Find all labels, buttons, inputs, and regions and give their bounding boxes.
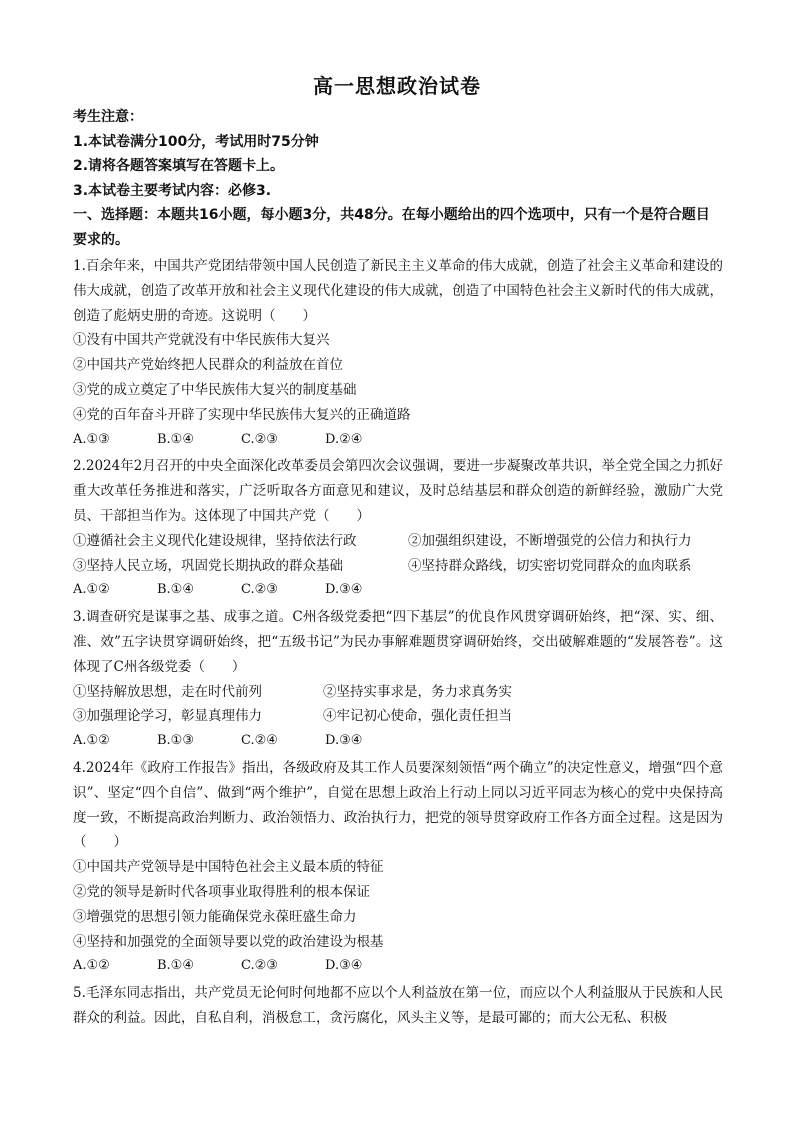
statement-option: ④坚持群众路线，切实密切党同群众的血肉联系 (408, 557, 692, 574)
question-3 (73, 605, 723, 754)
statement-option: ④党的百年奋斗开辟了实现中华民族伟大复兴的正确道路 (73, 406, 411, 423)
statement-option: ①中国共产党领导是中国特色社会主义最本质的特征 (73, 859, 384, 876)
question-1 (73, 254, 723, 452)
question-stem: 2.2024年2月召开的中央全面深化改革委员会第四次会议强调，要进一步凝聚改革共识，举全党全国之力抓好重大改革任务推进和落实，广泛听取各方面意见和建议，及时总结基层和群众创造的新鲜经验，激励广大党员、干部担当作为。这体现了中国共产党（ ） (73, 458, 723, 524)
answer-choices (73, 578, 723, 603)
option-row (73, 529, 723, 554)
notice-item: 3.本试卷主要考试内容：必修3. (73, 182, 272, 199)
statement-option: ③党的成立奠定了中华民族伟大复兴的制度基础 (73, 381, 357, 398)
answer-choice-d: D.③④ (325, 958, 363, 974)
section-heading: 一、选择题：本题共16小题，每小题3分，共48分。在每小题给出的四个选项中，只有一个是符合题目要求的。 (73, 207, 710, 248)
question-stem: 5.毛泽东同志指出，共产党员无论何时何地都不应以个人利益放在第一位，而应以个人利益服从于民族和人民群众的利益。因此，自私自利，消极怠工，贪污腐化，风头主义等，是最可鄙的；而大公无私、积极 (73, 985, 723, 1026)
notice-item: 1.本试卷满分100分，考试用时75分钟 (73, 133, 319, 150)
answer-choices (73, 729, 723, 754)
answer-choice-b: B.①④ (157, 582, 194, 598)
answer-choice-d: D.③④ (325, 733, 363, 749)
question-stem: 3.调查研究是谋事之基、成事之道。C州各级党委把“四下基层”的优良作风贯穿调研始终，把“深、实、细、准、效”五字诀贯穿调研始终，把“五级书记”为民办事解难题贯穿调研始终，交出破解难题的“发展答卷”。这体现了C州各级党委（ ） (73, 609, 723, 675)
question-2 (73, 454, 723, 603)
answer-choice-c: C.②③ (241, 958, 278, 974)
statement-option: ③坚持人民立场，巩固党长期执政的群众基础 (73, 557, 343, 574)
answer-choice-c: C.②③ (241, 431, 278, 447)
question-4 (73, 756, 723, 979)
answer-choice-a: A.①③ (73, 431, 110, 447)
statement-option: ④坚持和加强党的全面领导要以党的政治建设为根基 (73, 933, 384, 950)
question-5 (73, 981, 723, 1031)
answer-choice-d: D.②④ (325, 431, 363, 447)
answer-choice-b: B.①④ (157, 431, 194, 447)
statement-option: ①没有中国共产党就没有中华民族伟大复兴 (73, 332, 330, 349)
statement-option: ①坚持解放思想，走在时代前列 (73, 683, 262, 700)
statement-option: ③增强党的思想引领力能确保党永葆旺盛生命力 (73, 908, 357, 925)
page-title: 高一思想政治试卷 (313, 74, 481, 98)
exam-content (73, 105, 723, 1031)
answer-choice-c: C.②④ (241, 733, 278, 749)
notice-item: 2.请将各题答案填写在答题卡上。 (73, 158, 285, 174)
statement-option: ②中国共产党始终把人民群众的利益放在首位 (73, 357, 343, 374)
answer-choice-b: B.①③ (157, 733, 194, 749)
statement-option: ②党的领导是新时代各项事业取得胜利的根本保证 (73, 883, 370, 900)
statement-option: ②加强组织建设，不断增强党的公信力和执行力 (408, 532, 692, 549)
answer-choices (73, 954, 723, 979)
answer-choice-b: B.①④ (157, 958, 194, 974)
answer-choice-d: D.③④ (325, 582, 363, 598)
answer-choice-a: A.①② (73, 733, 110, 749)
statement-option: ④牢记初心使命，强化责任担当 (323, 708, 512, 725)
notice-heading: 考生注意： (73, 109, 143, 125)
statement-option: ①遵循社会主义现代化建设规律，坚持依法行政 (73, 532, 357, 549)
answer-choice-c: C.②③ (241, 582, 278, 598)
option-row (73, 680, 723, 705)
option-row (73, 704, 723, 729)
answer-choice-a: A.①② (73, 582, 110, 598)
question-stem: 4.2024年《政府工作报告》指出，各级政府及其工作人员要深刻领悟“两个确立”的决定性意义，增强“四个意识”、坚定“四个自信”、做到“两个维护”，自觉在思想上政治上行动上同以习近平同志为核心的党中央保持高度一致，不断提高政治判断力、政治领悟力、政治执行力，把党的领导贯穿政府工作各方面全过程。这是因为（ ） (73, 759, 723, 851)
question-stem: 1.百余年来，中国共产党团结带领中国人民创造了新民主主义革命的伟大成就，创造了社会主义革命和建设的伟大成就，创造了改革开放和社会主义现代化建设的伟大成就，创造了中国特色社会主义新时代的伟大成就，创造了彪炳史册的奇迹。这说明（ ） (73, 258, 723, 324)
option-row (73, 554, 723, 579)
statement-option: ②坚持实事求是，务力求真务实 (323, 683, 512, 700)
answer-choices (73, 428, 723, 453)
answer-choice-a: A.①② (73, 958, 110, 974)
statement-option: ③加强理论学习，彰显真理伟力 (73, 708, 262, 725)
